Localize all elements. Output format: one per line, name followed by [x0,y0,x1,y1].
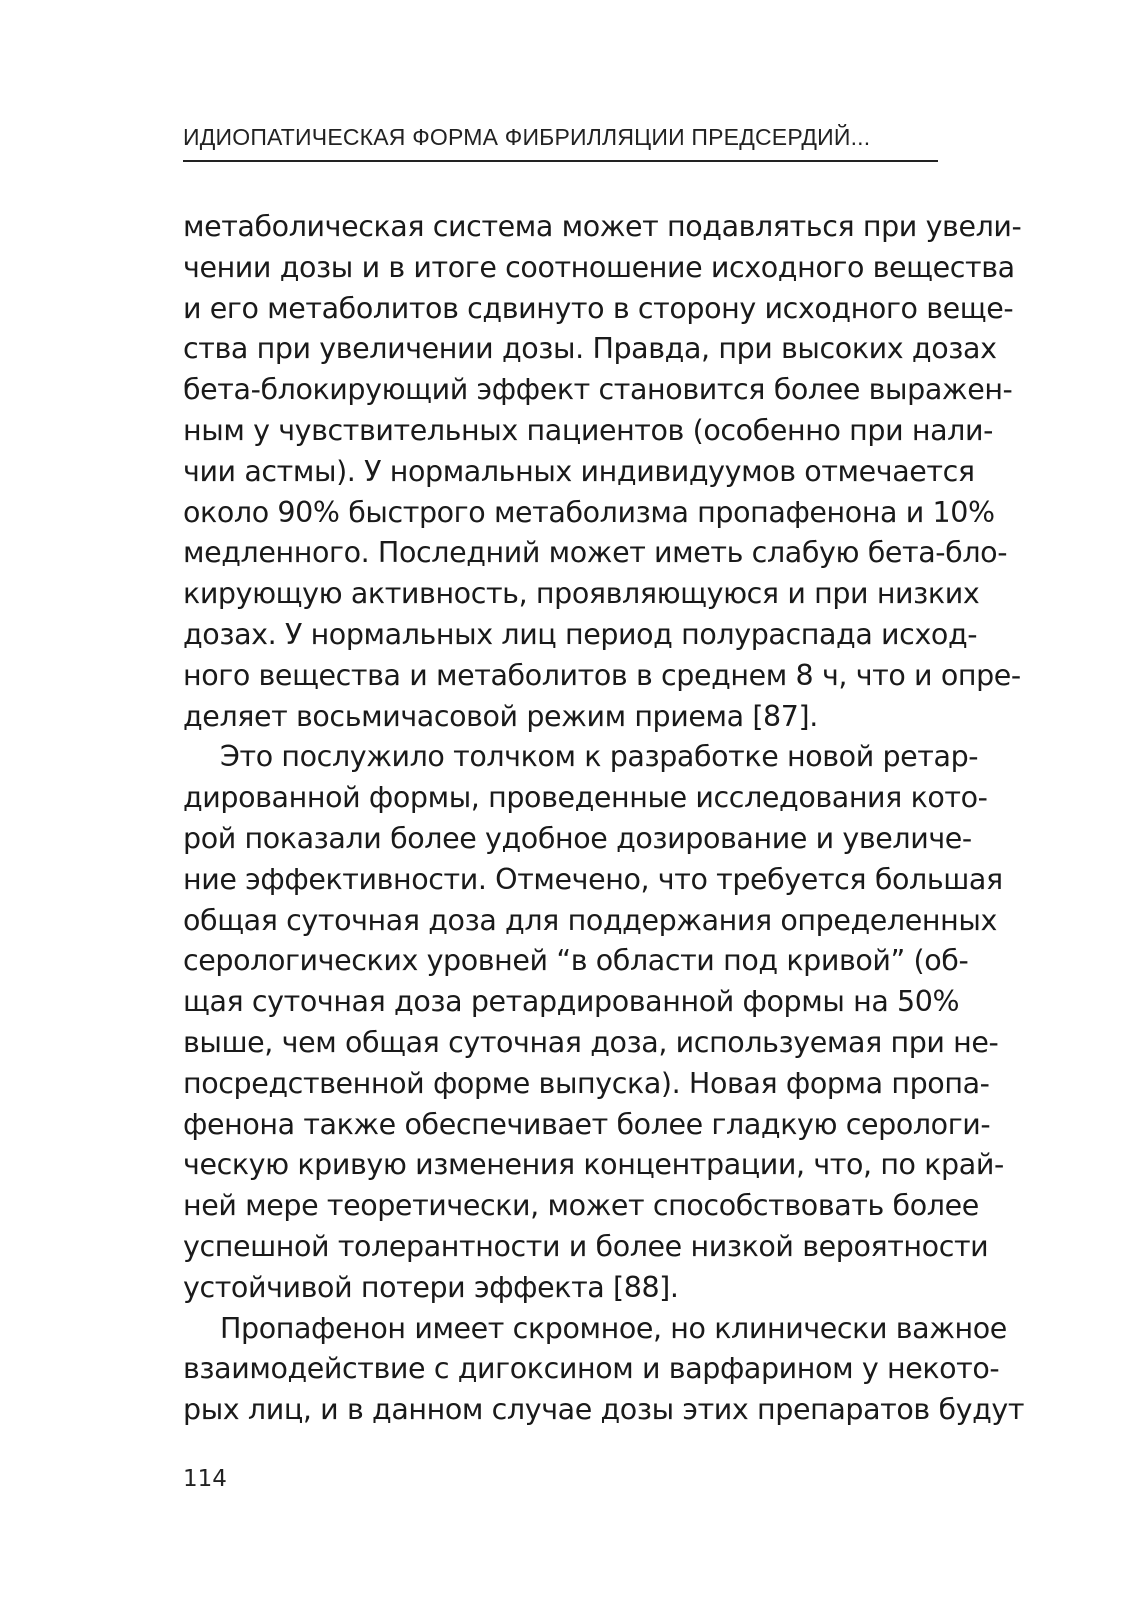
text-line: около 90% быстрого метаболизма пропафенона и 10% [183,495,995,529]
text-line: кирующую активность, проявляющуюся и при низких [183,577,980,611]
header-rule [183,160,938,162]
text-line: чии астмы). У нормальных индивидуумов отмечается [183,454,975,488]
paragraph-2 [183,737,1004,1308]
text-line: бета-блокирующий эффект становится более выражен- [183,373,1013,407]
running-header: ИДИОПАТИЧЕСКАЯ ФОРМА ФИБРИЛЛЯЦИИ ПРЕДСЕРДИЙ... [183,124,871,150]
text-line: чении дозы и в итоге соотношение исходного вещества [183,250,1015,284]
text-line: Пропафенон имеет скромное, но клинически важное [220,1311,1007,1345]
text-line: выше, чем общая суточная доза, используемая при не- [183,1025,999,1059]
text-line: рых лиц, и в данном случае дозы этих препаратов будут [183,1393,1025,1427]
text-line: ным у чувствительных пациентов (особенно при нали- [183,413,993,447]
text-line: общая суточная доза для поддержания определенных [183,903,997,937]
text-line: ства при увеличении дозы. Правда, при высоких дозах [183,332,997,366]
body-text [183,207,1025,1431]
text-line: медленного. Последний может иметь слабую бета-бло- [183,536,1008,570]
page-number: 114 [183,1466,227,1492]
text-line: ного вещества и метаболитов в среднем 8 ч, что и опре- [183,658,1021,692]
text-line: посредственной форме выпуска). Новая форма пропа- [183,1066,990,1100]
text-line: ней мере теоретически, может способствовать более [183,1189,979,1223]
paragraph-3 [183,1309,1025,1431]
text-line: и его метаболитов сдвинуто в сторону исходного веще- [183,291,1014,325]
paragraph-1 [183,207,1022,737]
text-line: серологических уровней “в области под кривой” (об- [183,944,969,978]
text-line: Это послужило толчком к разработке новой ретар- [220,740,979,774]
text-line: метаболическая система может подавляться при увели- [183,210,1022,243]
text-line: взаимодействие с дигоксином и варфарином у некото- [183,1352,1000,1386]
text-line: деляет восьмичасовой режим приема [87]. [183,699,818,733]
text-line: щая суточная доза ретардированной формы на 50% [183,985,960,1019]
text-line: рой показали более удобное дозирование и увеличе- [183,821,972,855]
text-line: дированной формы, проведенные исследования кото- [183,781,988,815]
text-line: фенона также обеспечивает более гладкую серологи- [183,1107,991,1141]
text-line: ние эффективности. Отмечено, что требуется большая [183,862,1003,896]
text-line: устойчивой потери эффекта [88]. [183,1270,679,1304]
text-line: дозах. У нормальных лиц период полураспада исход- [183,617,978,651]
text-line: успешной толерантности и более низкой вероятности [183,1229,989,1263]
text-line: ческую кривую изменения концентрации, что, по край- [183,1148,1004,1182]
